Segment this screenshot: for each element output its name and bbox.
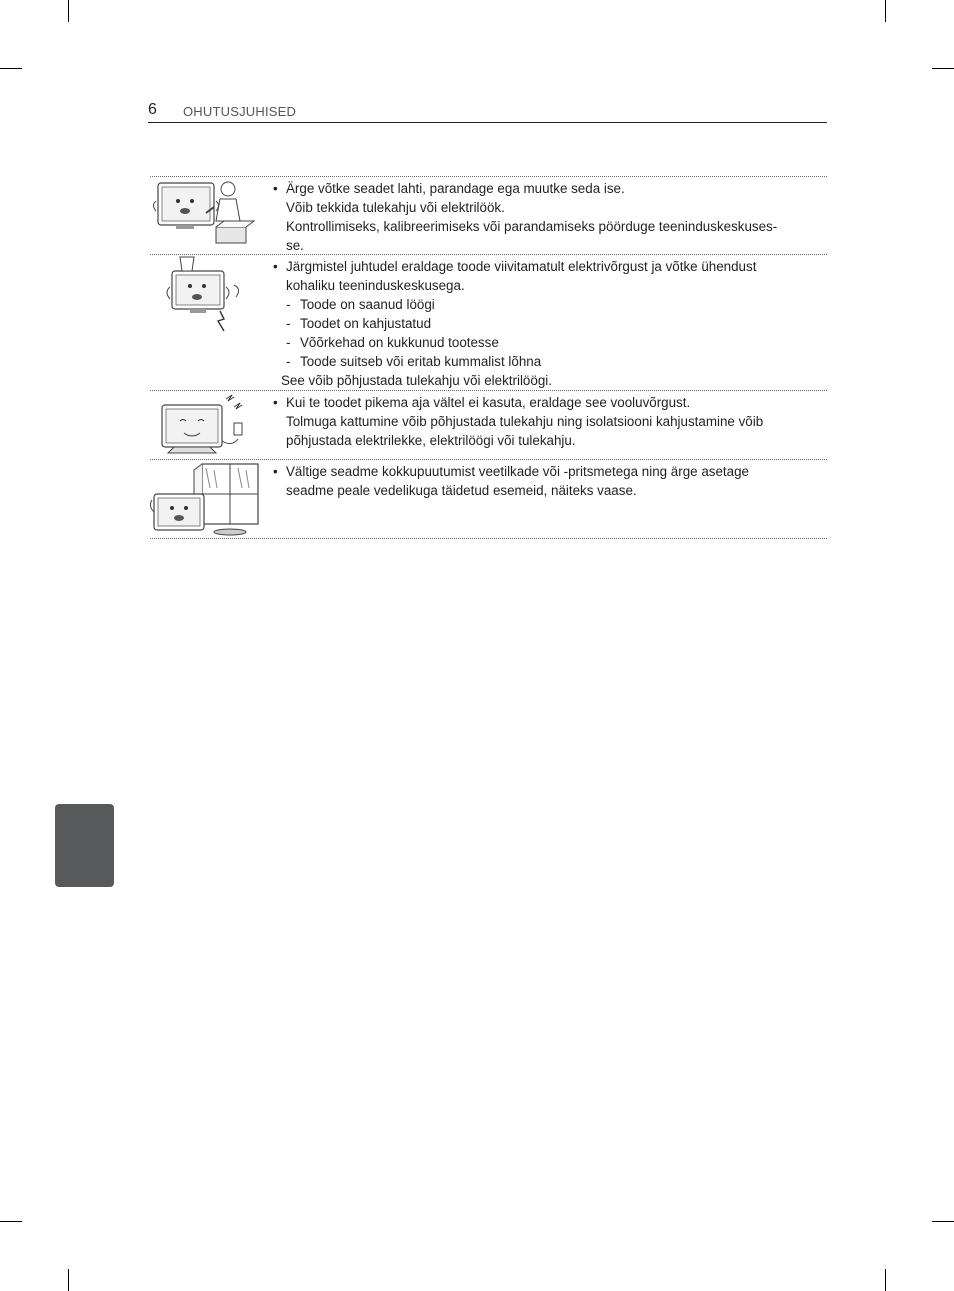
crop-mark xyxy=(0,1221,22,1222)
crop-mark xyxy=(0,68,22,69)
crop-mark xyxy=(68,0,69,22)
crop-mark xyxy=(68,1269,69,1291)
safety-text xyxy=(273,255,827,390)
dash-item: - Toode suitseb või eritab kummalist lõhna xyxy=(286,354,542,369)
safety-table xyxy=(150,176,827,539)
text-line: Tolmuga kattumine võib põhjustada tulekahju ning isolatsiooni kahjustamine võib xyxy=(286,414,764,429)
bullet-item: • Järgmistel juhtudel eraldage toode viivitamatult elektrivõrgust ja võtke ühendust xyxy=(273,259,757,274)
safety-text xyxy=(273,391,827,450)
safety-text xyxy=(273,460,827,500)
tv-disassembly-warning-icon xyxy=(150,177,268,254)
dash-item: - Toode on saanud löögi xyxy=(286,297,435,312)
safety-row xyxy=(150,391,827,460)
text-line: Võib tekkida tulekahju või elektrilöök. xyxy=(286,200,505,215)
safety-row xyxy=(150,460,827,539)
tv-water-splash-icon xyxy=(150,460,268,538)
dash-item: - Toodet on kahjustatud xyxy=(286,316,432,331)
safety-text xyxy=(273,177,827,255)
text-line: Kontrollimiseks, kalibreerimiseks või parandamiseks pöörduge teeninduskeskuses- xyxy=(286,219,778,234)
text-line: põhjustada elektrilekke, elektrilöögi või tulekahju. xyxy=(286,433,576,448)
safety-row xyxy=(150,255,827,391)
text-line: kohaliku teeninduskeskusega. xyxy=(286,278,465,293)
crop-mark xyxy=(885,0,886,22)
dash-item: - Võõrkehad on kukkunud tootesse xyxy=(286,335,499,350)
page-header xyxy=(148,100,827,123)
crop-mark xyxy=(885,1269,886,1291)
text-line: seadme peale vedelikuga täidetud esemeid, näiteks vaase. xyxy=(286,483,637,498)
section-title: OHUTUSJUHISED xyxy=(183,104,297,119)
tv-unplug-unused-icon xyxy=(150,391,268,459)
page-number: 6 xyxy=(148,101,157,118)
side-tab xyxy=(55,804,114,887)
crop-mark xyxy=(932,1221,954,1222)
bullet-item: • Ärge võtke seadet lahti, parandage ega muutke seda ise. xyxy=(273,181,625,196)
tv-damaged-unplug-icon xyxy=(150,255,268,390)
text-line: se. xyxy=(286,238,304,253)
crop-mark xyxy=(932,68,954,69)
bullet-item: • Kui te toodet pikema aja vältel ei kasuta, eraldage see vooluvõrgust. xyxy=(273,395,691,410)
safety-row xyxy=(150,177,827,255)
note-text: See võib põhjustada tulekahju või elektrilöögi. xyxy=(281,373,552,388)
bullet-item: • Vältige seadme kokkupuutumist veetilkade või -pritsmetega ning ärge asetage xyxy=(273,464,749,479)
